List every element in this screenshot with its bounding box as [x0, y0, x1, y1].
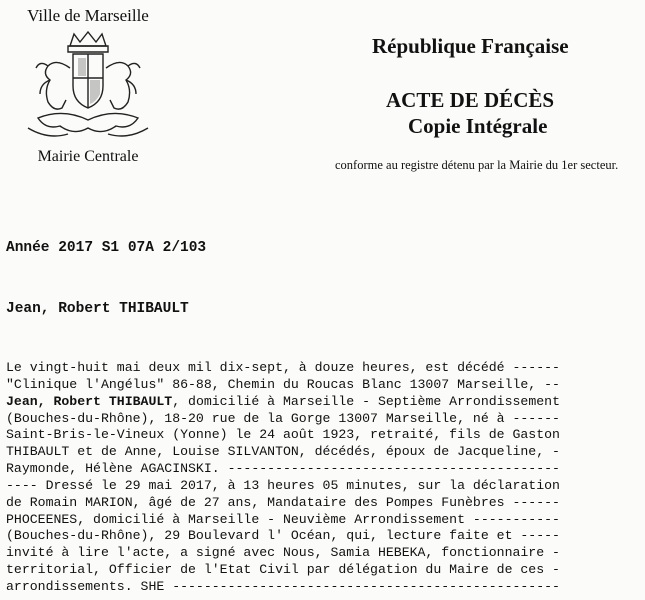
body-line: Raymonde, Hélène AGACINSKI. ------------------------------------------ [6, 461, 560, 477]
body-line: THIBAULT et de Anne, Louise SILVANTON, décédés, époux de Jacqueline, - [6, 444, 560, 460]
body-line: de Romain MARION, âgé de 27 ans, Mandataire des Pompes Funèbres ------ [6, 494, 560, 510]
body-line: territorial, Officier de l'Etat Civil par délégation du Maire de ces - [6, 562, 560, 578]
body-line: Jean, Robert THIBAULT, domicilié à Marseille - Septième Arrondissement [6, 393, 560, 409]
body-line: Saint-Bris-le-Vineux (Yonne) le 24 août 1923, retraité, fils de Gaston [6, 427, 560, 443]
conformity-note: conforme au registre détenu par la Mairie du 1er secteur. [335, 158, 619, 172]
crest-top-text: Ville de Marseille [27, 6, 149, 25]
body-line: Le vingt-huit mai deux mil dix-sept, à douze heures, est décédé ------ [6, 360, 560, 375]
body-line: ---- Dressé le 29 mai 2017, à 13 heures 05 minutes, sur la déclaration [6, 477, 560, 493]
death-record-body [6, 360, 642, 596]
body-line: (Bouches-du-Rhône), 29 Boulevard l' Océan, qui, lecture faite et ----- [6, 528, 560, 544]
body-line: (Bouches-du-Rhône), 18-20 rue de la Gorge 13007 Marseille, né à ------ [6, 410, 560, 426]
deceased-name: Jean, Robert THIBAULT [6, 301, 189, 317]
body-line: invité à lire l'acte, a signé avec Nous, Samia HEBEKA, fonctionnaire - [6, 545, 560, 561]
document-subtitle: Copie Intégrale [408, 114, 548, 138]
crest-bottom-text: Mairie Centrale [37, 148, 139, 165]
republic-title: République Française [372, 34, 569, 58]
body-line: PHOCEENES, domicilié à Marseille - Neuvième Arrondissement ----------- [6, 511, 560, 527]
body-line: arrondissements. SHE ------------------------------------------------- [6, 578, 560, 594]
registry-reference: Année 2017 S1 07A 2/103 [6, 240, 207, 256]
document-title: ACTE DE DÉCÈS [386, 88, 555, 112]
body-line: "Clinique l'Angélus" 86-88, Chemin du Roucas Blanc 13007 Marseille, -- [6, 376, 560, 392]
coat-of-arms-icon [18, 28, 158, 146]
city-crest [8, 4, 168, 169]
